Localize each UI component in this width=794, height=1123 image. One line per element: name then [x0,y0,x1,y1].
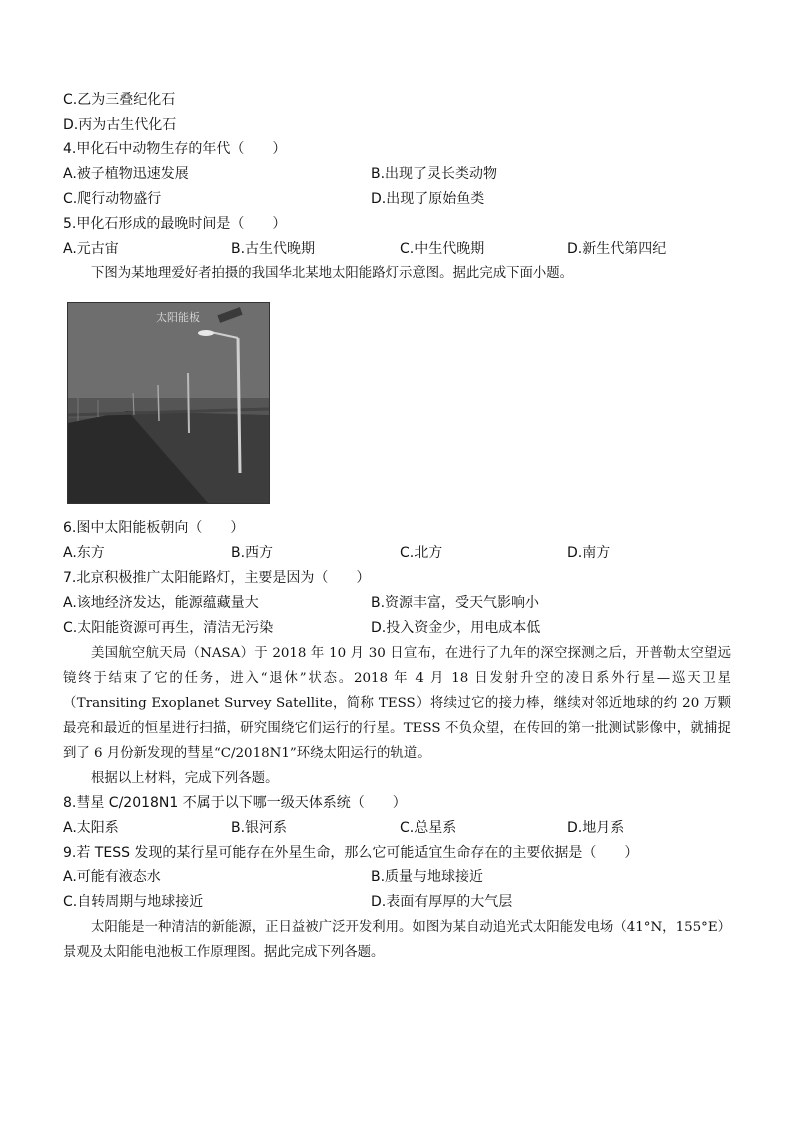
q8-option-b: B.银河系 [231,820,288,836]
solar-passage: 太阳能是一种清洁的新能源，正日益被广泛开发利用。如图为某自动追光式太阳能发电场（41°N，155°E）景观及太阳能电池板工作原理图。据此完成下列各题。 [63,920,731,960]
q6-option-d: D.南方 [567,545,611,561]
q6-option-b: B.西方 [231,545,274,561]
q9-option-c: C.自转周期与地球接近 [63,894,204,910]
q6-option-a: A.东方 [63,545,105,561]
q9-option-d: D.表面有厚厚的大气层 [371,894,513,910]
q5-option-a: A.元古宙 [63,241,119,257]
q4-option-c: C.爬行动物盛行 [63,191,162,207]
q4-option-d: D.出现了原始鱼类 [371,191,485,207]
question-7: 7.北京积极推广太阳能路灯，主要是因为（ ） [63,570,371,586]
solar-streetlight-photo [67,302,270,504]
q6-option-c: C.北方 [400,545,443,561]
photo-scene [68,303,269,503]
option-d-prev: D.丙为古生代化石 [63,117,177,133]
q8-option-d: D.地月系 [567,820,625,836]
q5-option-b: B.古生代晚期 [231,241,316,257]
q7-option-c: C.太阳能资源可再生，清洁无污染 [63,620,274,636]
q7-option-a: A.该地经济发达，能源蕴藏量大 [63,595,259,611]
option-c-prev: C.乙为三叠纪化石 [63,92,176,108]
question-6: 6.图中太阳能板朝向（ ） [63,520,245,536]
q8-option-a: A.太阳系 [63,820,119,836]
q5-option-c: C.中生代晚期 [400,241,485,257]
nasa-passage: 美国航空航天局（NASA）于 2018 年 10 月 30 日宣布，在进行了九年的深空探测之后，开普勒太空望远镜终于结束了它的任务，进入“退休”状态。2018 年 4 月 18 日发射升空的凌日系外行星—巡天卫星（Transiting Exoplanet Survey Satellite，简称 TESS）将续过它的接力棒，继续对邻近地球的约 20 万颗最亮和最近的恒星进行扫描，研究围绕它们运行的行星。TESS 不负众望，在传回的第一批测试影像中，就捕捉到了 6 月份新发现的彗星“C/2018N1”环绕太阳运行的轨道。 [63,646,731,761]
q5-option-d: D.新生代第四纪 [567,241,667,257]
q4-option-b: B.出现了灵长类动物 [371,166,498,182]
q9-option-b: B.质量与地球接近 [371,869,484,885]
material-intro: 根据以上材料，完成下列各题。 [91,771,279,786]
question-9: 9.若 TESS 发现的某行星可能存在外星生命，那么它可能适宜生命存在的主要依据是（ ） [63,845,639,861]
q4-option-a: A.被子植物迅速发展 [63,166,189,182]
solar-panel-label: 太阳能板 [156,311,200,324]
photo-intro: 下图为某地理爱好者拍摄的我国华北某地太阳能路灯示意图。据此完成下面小题。 [91,266,574,281]
q7-option-d: D.投入资金少，用电成本低 [371,620,541,636]
question-4: 4.甲化石中动物生存的年代（ ） [63,141,287,157]
q7-option-b: B.资源丰富，受天气影响小 [371,595,540,611]
q8-option-c: C.总星系 [400,820,457,836]
question-5: 5.甲化石形成的最晚时间是（ ） [63,216,287,232]
question-8: 8.彗星 C/2018N1 不属于以下哪一级天体系统（ ） [63,795,407,811]
q9-option-a: A.可能有液态水 [63,869,161,885]
